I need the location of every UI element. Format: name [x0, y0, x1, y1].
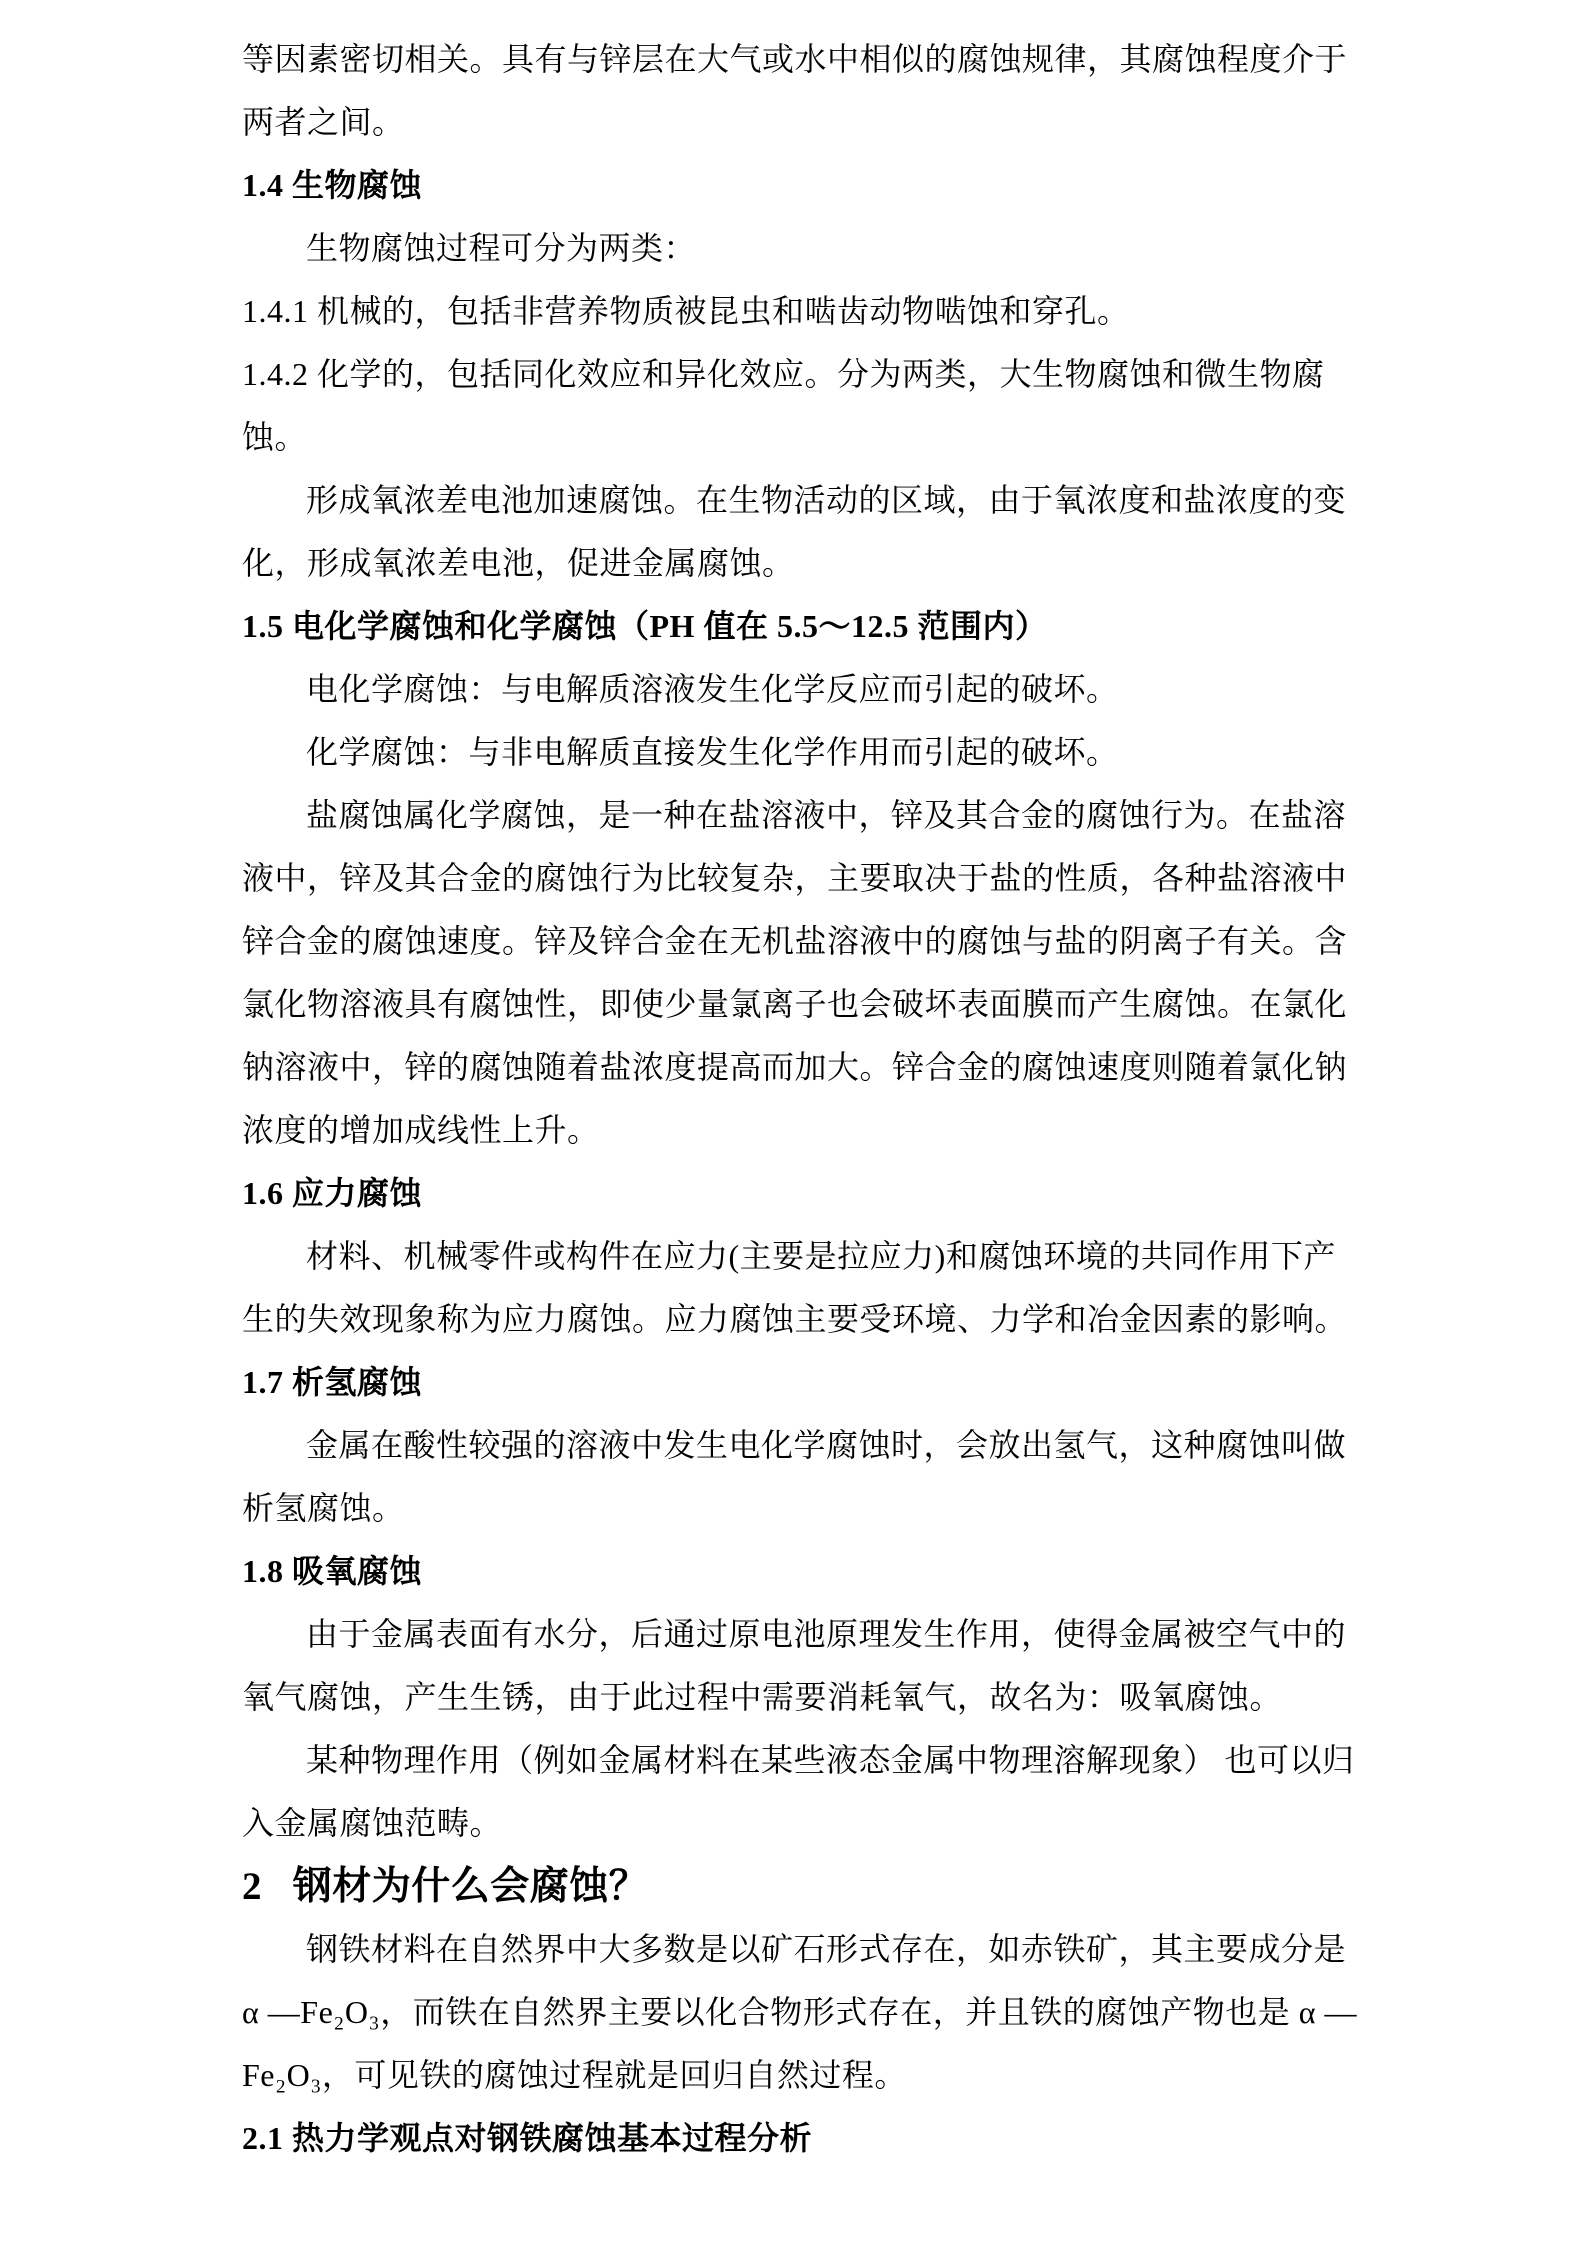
paragraph-line: 钠溶液中，锌的腐蚀随着盐浓度提高而加大。锌合金的腐蚀速度则随着氯化钠: [242, 1049, 1348, 1085]
heading-2: 2 钢材为什么会腐蚀？: [242, 1865, 649, 1908]
heading-1-5: 1.5 电化学腐蚀和化学腐蚀（PH 值在 5.5～12.5 范围内）: [242, 608, 1048, 644]
paragraph-line: 生的失效现象称为应力腐蚀。应力腐蚀主要受环境、力学和冶金因素的影响。: [242, 1301, 1348, 1337]
heading-1-8: 1.8 吸氧腐蚀: [242, 1553, 423, 1589]
paragraph-line: 某种物理作用（例如金属材料在某些液态金属中物理溶解现象） 也可以归: [306, 1742, 1355, 1778]
paragraph-line: Fe₂O₃，可见铁的腐蚀过程就是回归自然过程。: [242, 2057, 907, 2093]
paragraph-line: 钢铁材料在自然界中大多数是以矿石形式存在，如赤铁矿，其主要成分是: [306, 1931, 1347, 1967]
paragraph-line: 等因素密切相关。具有与锌层在大气或水中相似的腐蚀规律，其腐蚀程度介于: [242, 41, 1348, 77]
paragraph-line: 入金属腐蚀范畴。: [242, 1805, 503, 1841]
paragraph-line: 氯化物溶液具有腐蚀性，即使少量氯离子也会破坏表面膜而产生腐蚀。在氯化: [242, 986, 1348, 1022]
paragraph-line: 电化学腐蚀：与电解质溶液发生化学反应而引起的破坏。: [306, 671, 1119, 707]
paragraph-line: 1.4.1 机械的，包括非营养物质被昆虫和啮齿动物啮蚀和穿孔。: [242, 293, 1130, 329]
paragraph-line: 1.4.2 化学的，包括同化效应和异化效应。分为两类，大生物腐蚀和微生物腐: [242, 356, 1325, 392]
paragraph-line: 锌合金的腐蚀速度。锌及锌合金在无机盐溶液中的腐蚀与盐的阴离子有关。含: [242, 923, 1348, 959]
paragraph-line: 两者之间。: [242, 104, 405, 140]
paragraph-line: 金属在酸性较强的溶液中发生电化学腐蚀时，会放出氢气，这种腐蚀叫做: [306, 1427, 1347, 1463]
heading-2-1: 2.1 热力学观点对钢铁腐蚀基本过程分析: [242, 2120, 813, 2156]
paragraph-line: 化学腐蚀：与非电解质直接发生化学作用而引起的破坏。: [306, 734, 1119, 770]
paragraph-line: 材料、机械零件或构件在应力(主要是拉应力)和腐蚀环境的共同作用下产: [306, 1238, 1336, 1274]
document-content: [242, 28, 1357, 2170]
heading-1-4: 1.4 生物腐蚀: [242, 167, 423, 203]
paragraph-line: 生物腐蚀过程可分为两类：: [306, 230, 697, 266]
paragraph-line: 氧气腐蚀，产生生锈，由于此过程中需要消耗氧气，故名为：吸氧腐蚀。: [242, 1679, 1283, 1715]
paragraph-line: α —Fe₂O₃，而铁在自然界主要以化合物形式存在，并且铁的腐蚀产物也是 α —: [242, 1994, 1357, 2030]
paragraph-line: 形成氧浓差电池加速腐蚀。在生物活动的区域，由于氧浓度和盐浓度的变: [306, 482, 1347, 518]
heading-1-6: 1.6 应力腐蚀: [242, 1175, 423, 1211]
paragraph-line: 析氢腐蚀。: [242, 1490, 405, 1526]
paragraph-line: 由于金属表面有水分，后通过原电池原理发生作用，使得金属被空气中的: [306, 1616, 1347, 1652]
paragraph-line: 化，形成氧浓差电池，促进金属腐蚀。: [242, 545, 795, 581]
paragraph-line: 盐腐蚀属化学腐蚀，是一种在盐溶液中，锌及其合金的腐蚀行为。在盐溶: [306, 797, 1347, 833]
heading-1-7: 1.7 析氢腐蚀: [242, 1364, 423, 1400]
paragraph-line: 液中，锌及其合金的腐蚀行为比较复杂，主要取决于盐的性质，各种盐溶液中: [242, 860, 1348, 896]
paragraph-line: 蚀。: [242, 419, 308, 455]
paragraph-line: 浓度的增加成线性上升。: [242, 1112, 600, 1148]
